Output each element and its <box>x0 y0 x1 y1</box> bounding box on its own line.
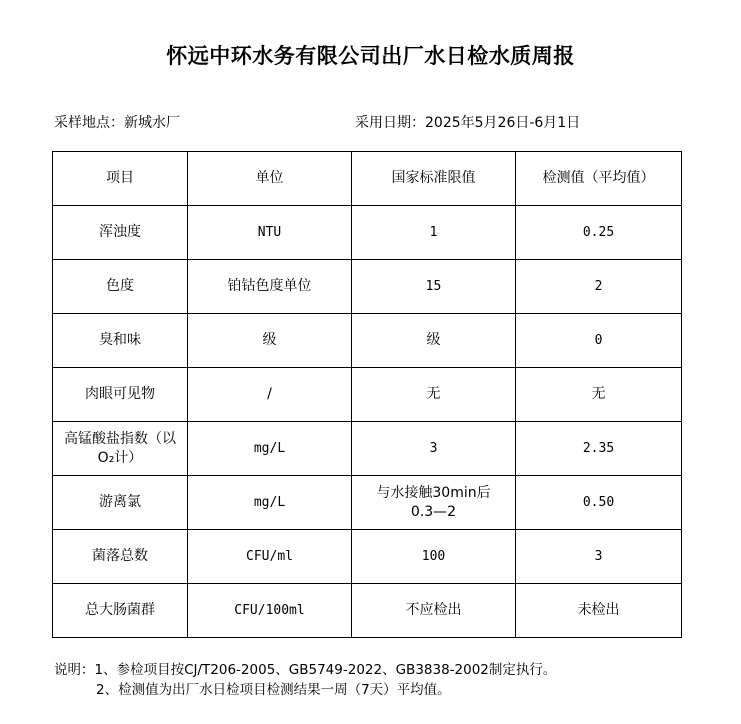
cell-item: 色度 <box>53 260 188 314</box>
cell-item: 菌落总数 <box>53 530 188 584</box>
cell-value: 无 <box>516 368 682 422</box>
cell-limit: 级 <box>352 314 516 368</box>
cell-limit: 与水接触30min后0.3—2 <box>352 476 516 530</box>
header-value: 检测值（平均值） <box>516 152 682 206</box>
cell-unit: mg/L <box>188 476 352 530</box>
cell-limit: 1 <box>352 206 516 260</box>
cell-unit: CFU/100ml <box>188 584 352 638</box>
cell-item: 浑浊度 <box>53 206 188 260</box>
cell-unit: 铂钴色度单位 <box>188 260 352 314</box>
cell-limit: 3 <box>352 422 516 476</box>
cell-value: 0 <box>516 314 682 368</box>
cell-unit: NTU <box>188 206 352 260</box>
cell-limit: 不应检出 <box>352 584 516 638</box>
table-row <box>53 584 682 638</box>
note-line-2: 2、检测值为出厂水日检项目检测结果一周（7天）平均值。 <box>96 682 451 698</box>
cell-unit: 级 <box>188 314 352 368</box>
cell-value: 未检出 <box>516 584 682 638</box>
table-row <box>53 260 682 314</box>
report-title: 怀远中环水务有限公司出厂水日检水质周报 <box>166 44 575 68</box>
cell-value: 3 <box>516 530 682 584</box>
table-row <box>53 530 682 584</box>
table-row <box>53 314 682 368</box>
cell-value: 0.25 <box>516 206 682 260</box>
cell-unit: / <box>188 368 352 422</box>
cell-limit: 15 <box>352 260 516 314</box>
cell-item: 高锰酸盐指数（以O₂计） <box>53 422 188 476</box>
note-line-1: 说明：1、参检项目按CJ/T206-2005、GB5749-2022、GB3838-2002制定执行。 <box>54 662 557 678</box>
cell-limit: 无 <box>352 368 516 422</box>
notes <box>54 660 556 700</box>
cell-value: 0.50 <box>516 476 682 530</box>
table-row <box>53 368 682 422</box>
cell-item: 臭和味 <box>53 314 188 368</box>
table-row <box>53 206 682 260</box>
header-limit: 国家标准限值 <box>352 152 516 206</box>
cell-item: 游离氯 <box>53 476 188 530</box>
header-item: 项目 <box>53 152 188 206</box>
cell-item: 总大肠菌群 <box>53 584 188 638</box>
header-unit: 单位 <box>188 152 352 206</box>
cell-value: 2 <box>516 260 682 314</box>
cell-item: 肉眼可见物 <box>53 368 188 422</box>
cell-value: 2.35 <box>516 422 682 476</box>
sampling-location: 采样地点：新城水厂 <box>54 115 180 131</box>
sampling-date: 采用日期：2025年5月26日-6月1日 <box>355 115 581 131</box>
cell-unit: mg/L <box>188 422 352 476</box>
table-row <box>53 422 682 476</box>
water-quality-table <box>52 151 682 638</box>
cell-limit: 100 <box>352 530 516 584</box>
table-row <box>53 476 682 530</box>
cell-unit: CFU/ml <box>188 530 352 584</box>
table-header-row <box>53 152 682 206</box>
